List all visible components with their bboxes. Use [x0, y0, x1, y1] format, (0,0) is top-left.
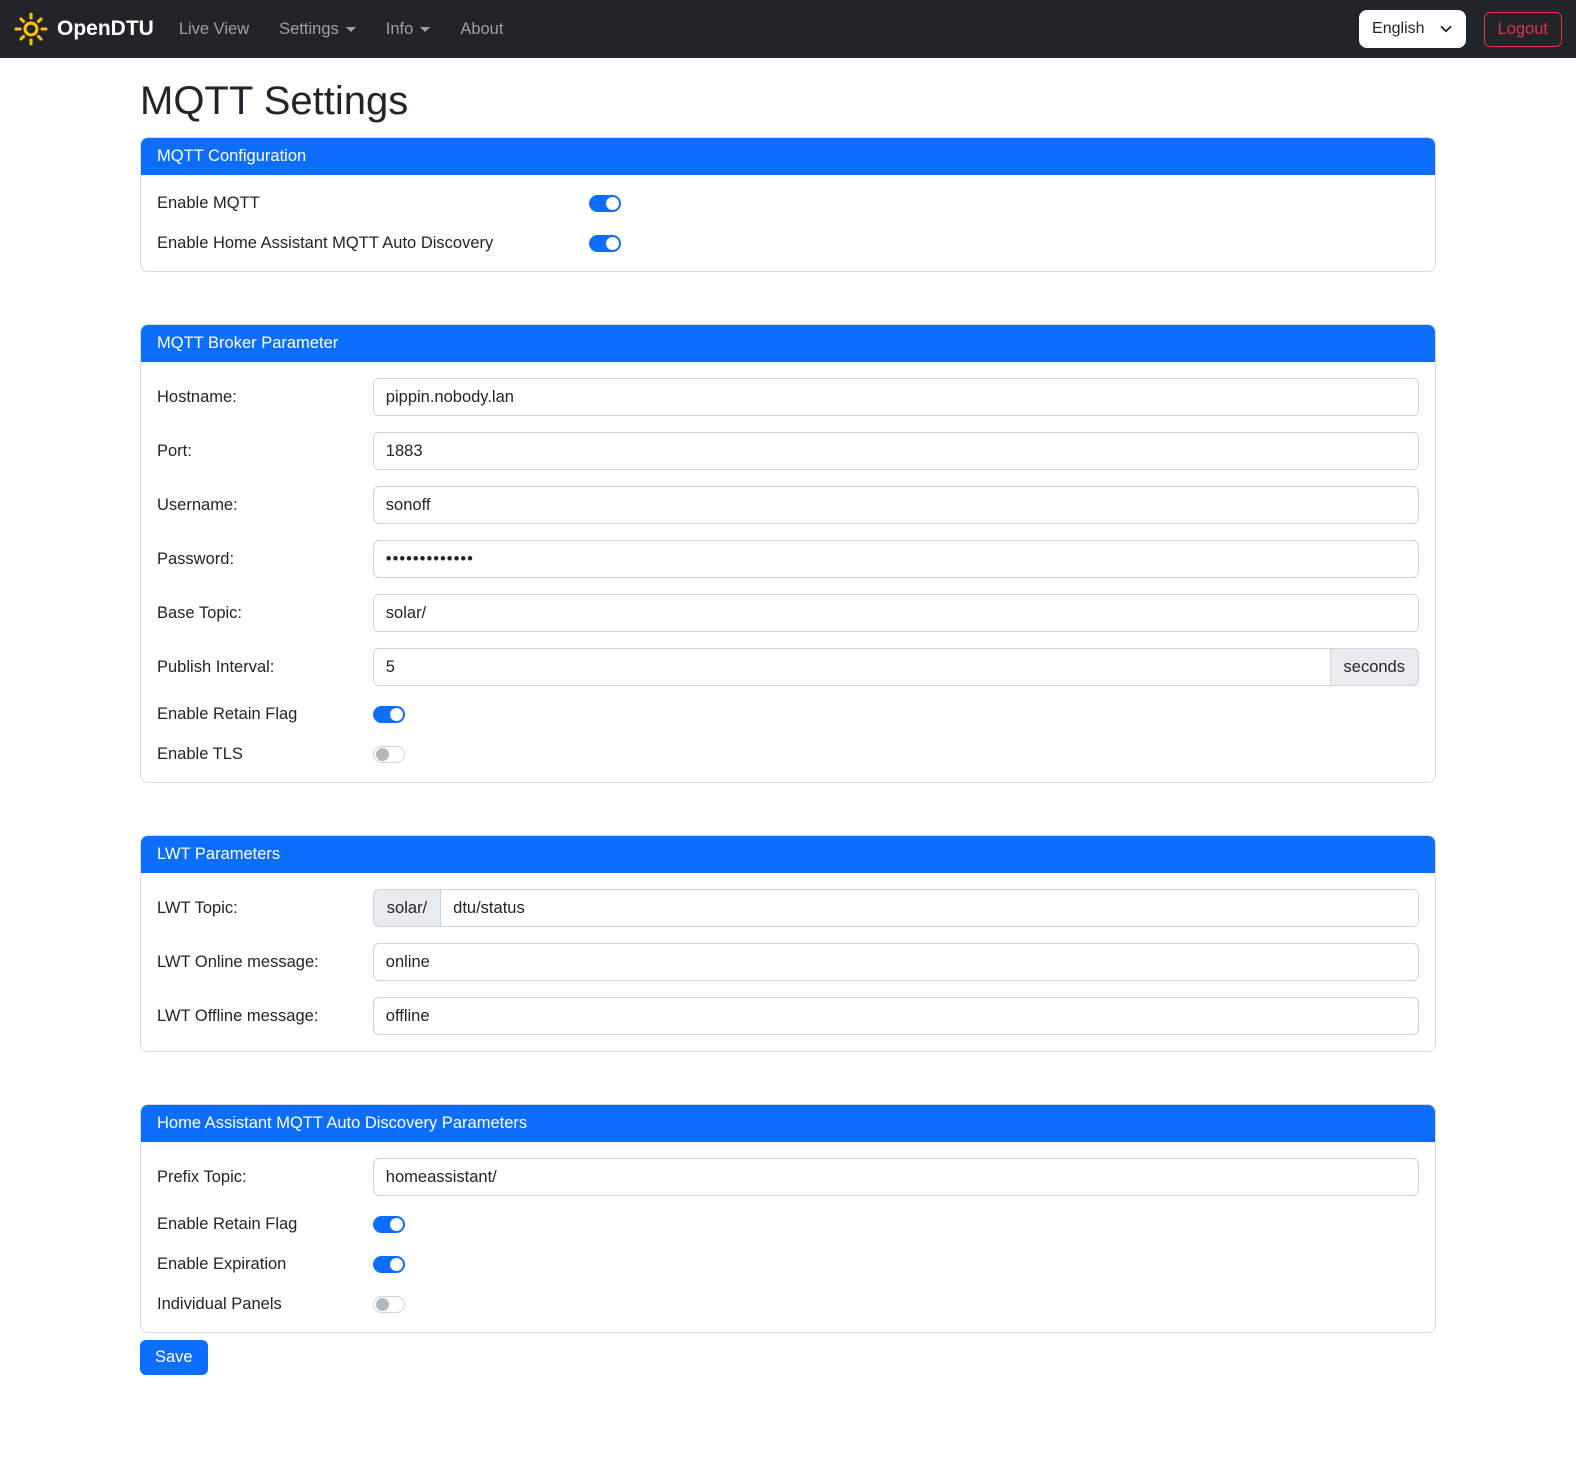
nav-item-about[interactable] [460, 12, 503, 47]
username-label: Username: [157, 495, 238, 514]
language-selected-value: English [1372, 20, 1425, 37]
lwt-parameters-card-header: LWT Parameters [141, 836, 1435, 873]
lwt-topic-input[interactable] [440, 889, 1419, 927]
lwt-topic-prefix-addon: solar/ [373, 889, 440, 927]
ha-auto-discovery-parameters-card [140, 1104, 1436, 1333]
sun-icon [14, 12, 48, 46]
port-input[interactable] [373, 432, 1419, 470]
enable-tls-toggle[interactable] [373, 746, 405, 763]
nav-item-about-label: About [460, 19, 504, 38]
mqtt-broker-parameter-card [140, 324, 1436, 783]
nav-item-info-label: Info [385, 19, 414, 38]
toggle-knob [606, 237, 619, 250]
hostname-input[interactable] [373, 378, 1419, 416]
enable-ha-auto-discovery-label: Enable Home Assistant MQTT Auto Discovery [157, 233, 494, 252]
broker-enable-retain-flag-label: Enable Retain Flag [157, 704, 298, 723]
language-select[interactable] [1359, 10, 1465, 48]
nav-item-settings[interactable] [279, 12, 356, 47]
broker-enable-retain-flag-toggle[interactable] [373, 706, 405, 723]
enable-expiration-label: Enable Expiration [157, 1254, 287, 1273]
page-title: MQTT Settings [140, 79, 409, 123]
navbar [0, 0, 1576, 58]
password-input[interactable] [373, 540, 1419, 578]
ha-auto-discovery-parameters-card-header: Home Assistant MQTT Auto Discovery Parameters [141, 1105, 1435, 1142]
logout-button[interactable]: Logout [1484, 12, 1562, 47]
lwt-online-message-input[interactable] [373, 943, 1419, 981]
main-content [140, 79, 1436, 1401]
publish-interval-input[interactable] [373, 648, 1331, 686]
base-topic-input[interactable] [373, 594, 1419, 632]
enable-mqtt-label: Enable MQTT [157, 193, 260, 212]
lwt-offline-message-input[interactable] [373, 997, 1419, 1035]
publish-interval-label: Publish Interval: [157, 657, 275, 676]
enable-tls-label: Enable TLS [157, 744, 243, 763]
toggle-knob [376, 748, 389, 761]
mqtt-configuration-card [140, 137, 1436, 272]
hass-enable-retain-flag-toggle[interactable] [373, 1216, 405, 1233]
password-label: Password: [157, 549, 235, 568]
hass-enable-retain-flag-label: Enable Retain Flag [157, 1214, 298, 1233]
lwt-offline-message-label: LWT Offline message: [157, 1006, 319, 1025]
caret-down-icon [420, 27, 430, 32]
mqtt-configuration-card-header: MQTT Configuration [141, 138, 1435, 175]
toggle-knob [390, 1258, 403, 1271]
toggle-knob [390, 708, 403, 721]
lwt-parameters-card [140, 835, 1436, 1052]
nav-links [164, 12, 519, 47]
mqtt-broker-parameter-card-header: MQTT Broker Parameter [141, 325, 1435, 362]
hostname-label: Hostname: [157, 387, 237, 406]
username-input[interactable] [373, 486, 1419, 524]
brand-link[interactable] [14, 12, 154, 46]
save-button[interactable]: Save [140, 1340, 208, 1375]
toggle-knob [376, 1298, 389, 1311]
nav-item-live-view[interactable] [179, 12, 249, 47]
seconds-addon: seconds [1331, 648, 1419, 686]
enable-mqtt-toggle[interactable] [589, 195, 621, 212]
enable-ha-auto-discovery-toggle[interactable] [589, 235, 621, 252]
prefix-topic-label: Prefix Topic: [157, 1167, 247, 1186]
port-label: Port: [157, 441, 192, 460]
base-topic-label: Base Topic: [157, 603, 242, 622]
individual-panels-toggle[interactable] [373, 1296, 405, 1313]
prefix-topic-input[interactable] [373, 1158, 1419, 1196]
nav-item-settings-label: Settings [279, 19, 339, 38]
nav-item-info[interactable] [386, 12, 431, 47]
nav-item-live-view-label: Live View [178, 19, 250, 38]
toggle-knob [390, 1218, 403, 1231]
individual-panels-label: Individual Panels [157, 1294, 282, 1313]
lwt-topic-label: LWT Topic: [157, 898, 238, 917]
enable-expiration-toggle[interactable] [373, 1256, 405, 1273]
chevron-down-icon [1439, 22, 1453, 36]
lwt-online-message-label: LWT Online message: [157, 952, 319, 971]
brand-label: OpenDTU [57, 17, 154, 40]
caret-down-icon [346, 27, 356, 32]
toggle-knob [606, 197, 619, 210]
